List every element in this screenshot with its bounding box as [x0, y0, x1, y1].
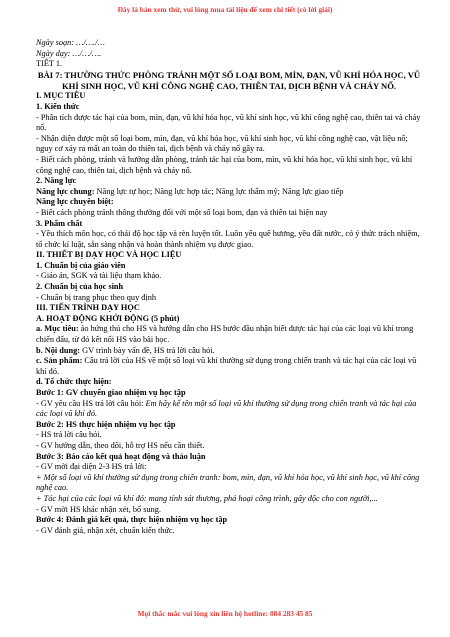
- to-chuc-label: d. Tổ chức thực hiện:: [36, 377, 112, 387]
- nang-luc-chung-label: Năng lực chung:: [36, 186, 95, 196]
- kien-thuc-item: - Biết cách phòng, tránh và hướng dẫn phòng, tránh tác hại của bom, mìn, vũ khí hóa học, vũ khí sinh học, vũ khí công nghệ cao, thiên tai, dịch bệnh và cháy nổ.: [36, 154, 413, 175]
- muc-tieu: [36, 324, 422, 345]
- noi-dung-text: GV trình bày vấn đề, HS trả lời câu hỏi.: [80, 345, 215, 355]
- muc-tieu-label: a. Mục tiêu:: [36, 324, 79, 334]
- tiet-label: TIẾT 1.: [36, 59, 63, 69]
- noi-dung: [36, 346, 422, 357]
- gv-prep-text: - Giáo án, SGK và tài liệu tham khảo.: [36, 271, 162, 281]
- step-3-text: - GV mời đại diện 2-3 HS trả lời:: [36, 462, 147, 472]
- step-1-text: [36, 399, 422, 420]
- hotline-footer: Mọi thắc mắc vui lòng xin liên hệ hotline: 084 283 45 85: [137, 609, 313, 618]
- san-pham-label: c. Sản phẩm:: [36, 356, 83, 366]
- nang-luc-chuyen-biet-text: - Biết cách phòng tránh thông thường đối với một số loại bom, đạn và thiên tai hiện nay: [36, 207, 328, 217]
- pham-chat-text: - Yêu thích môn học, có thái độ học tập và rèn luyện tốt. Luôn yêu quê hương, yêu đất nước, có ý thức trách nhiệm, tổ chức kỉ luật, sẵn sàng nhận và hoàn thành nhiệm vụ được giao.: [36, 229, 420, 249]
- step-3-text: - GV mời HS khác nhận xét, bổ sung.: [36, 504, 161, 514]
- hs-prep-heading: 2. Chuẩn bị của học sinh: [36, 282, 124, 292]
- step-2-text: - GV hướng dẫn, theo dõi, hỗ trợ HS nếu cần thiết.: [36, 440, 205, 450]
- step-4-heading: Bước 4: Đánh giá kết quả, thực hiện nhiệm vụ học tập: [36, 515, 228, 525]
- nang-luc-chung-text: Năng lực tự học; Năng lực hợp tác; Năng lực thẩm mỹ; Năng lực giao tiếp: [94, 186, 344, 196]
- step-1-question: Em hãy kể tên một số loại vũ khí thường sử dụng trong chiến tranh và tác hại của các loại vũ khí đó.: [36, 398, 417, 419]
- gv-prep-heading: 1. Chuẩn bị của giáo viên: [36, 260, 126, 270]
- san-pham-text: Câu trả lời của HS về một số loại vũ khí thường sử dụng trong chiến tranh và tác hại của các loại vũ khí đó.: [36, 356, 417, 376]
- kien-thuc-heading: 1. Kiến thức: [36, 101, 80, 111]
- step-4-text: - GV đánh giá, nhận xét, chuẩn kiến thức.: [36, 525, 175, 535]
- noi-dung-label: b. Nội dung:: [36, 345, 81, 355]
- section-1-heading: I. MỤC TIÊU: [36, 91, 86, 101]
- step-2-text: - HS trả lời câu hỏi.: [36, 430, 102, 440]
- document-content: [36, 38, 422, 536]
- step-1-text-plain: - GV yêu cầu HS trả lời câu hỏi:: [36, 398, 146, 408]
- step-1-heading: Bước 1: GV chuyển giao nhiệm vụ học tập: [36, 388, 186, 397]
- kien-thuc-item: - Nhận diện được một số loại bom, mìn, đạn, vũ khí hóa học, vũ khí sinh học, vũ khí công nghệ cao, vật liệu nổ; nguy cơ xảy ra mất an toàn do thiên tai, dịch bệnh và cháy nổ gây ra.: [36, 133, 408, 154]
- nang-luc-chuyen-biet-label: Năng lực chuyên biệt:: [36, 197, 114, 207]
- nang-luc-heading: 2. Năng lực: [36, 176, 77, 186]
- preview-banner: Đây là bản xem thử, vui lòng mua tài liệu để xem chi tiết (có lời giải): [117, 5, 333, 14]
- activity-heading: A. HOẠT ĐỘNG KHỞI ĐỘNG (5 phút): [36, 313, 180, 323]
- step-3-answer: + Tác hại của các loại vũ khí đó: mang tính sát thương, phá hoại công trình, gây độc cho con người,...: [36, 493, 378, 503]
- section-2-heading: II. THIẾT BỊ DẠY HỌC VÀ HỌC LIỆU: [36, 250, 182, 260]
- san-pham: [36, 356, 422, 377]
- ngay-day: Ngày dạy: …/…/….: [36, 48, 102, 58]
- section-3-heading: III. TIẾN TRÌNH DẠY HỌC: [36, 303, 140, 313]
- muc-tieu-text: áo hứng thú cho HS và hướng dẫn cho HS bước đầu nhận biết được tác hại của các loại vũ khí trong chiến đấu, từ đó kết nối HS vào bài học.: [36, 324, 414, 345]
- kien-thuc-item: - Phân tích được tác hại của bom, mìn, đạn, vũ khí hóa học, vũ khí sinh học, vũ khí công nghệ cao, thiên tai và cháy nổ.: [36, 112, 421, 133]
- step-2-heading: Bước 2: HS thực hiện nhiệm vụ học tập: [36, 419, 176, 429]
- ngay-soan: Ngày soạn: …/…./…: [36, 38, 105, 47]
- pham-chat-heading: 3. Phẩm chất: [36, 218, 83, 228]
- step-3-heading: Bước 3: Báo cáo kết quả hoạt động và thảo luận: [36, 451, 206, 461]
- nang-luc-chung: [36, 187, 422, 198]
- step-3-answer: + Một số loại vũ khí thường sử dụng trong chiến tranh: bom, mìn, đạn, vũ khí hóa học, vũ khí sinh học, vũ khí công nghệ cao.: [36, 472, 420, 493]
- hs-prep-text: - Chuẩn bị trang phục theo quy định: [36, 292, 157, 302]
- lesson-title: BÀI 7: THƯỜNG THỨC PHÒNG TRÁNH MỘT SỐ LOẠI BOM, MÌN, ĐẠN, VŨ KHÍ HÓA HỌC, VŨ KHÍ SINH HỌC, VŨ KHÍ CÔNG NGHỆ CAO, THIÊN TAI, DỊCH BỆNH VÀ CHÁY NỔ.: [37, 69, 421, 91]
